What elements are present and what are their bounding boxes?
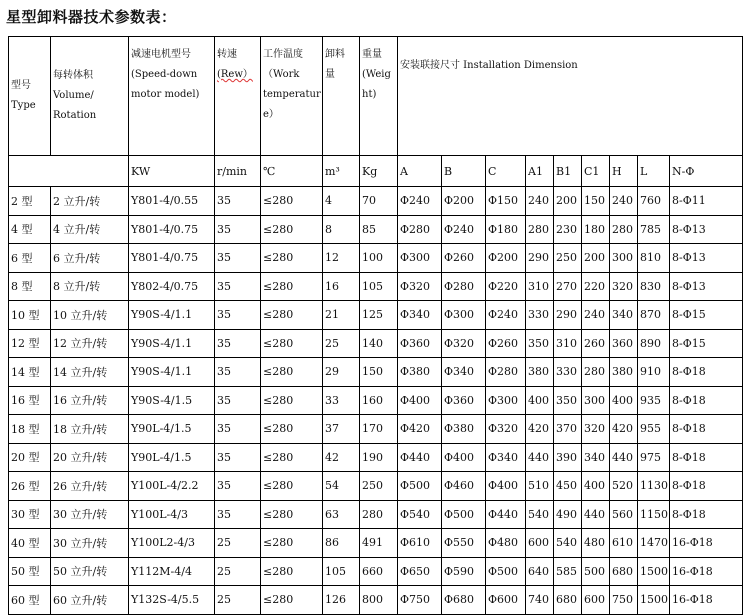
- table-cell: 270: [554, 272, 582, 301]
- table-cell: ≤280: [261, 415, 323, 444]
- table-cell: Φ360: [398, 329, 442, 358]
- table-cell: 380: [526, 358, 554, 387]
- table-cell: 1500: [638, 557, 670, 586]
- table-cell: Φ280: [486, 358, 526, 387]
- table-cell: 2 型: [9, 187, 51, 216]
- table-row: [9, 586, 743, 615]
- table-cell: 35: [215, 500, 261, 529]
- table-cell: Y132S-4/5.5: [129, 586, 215, 615]
- table-cell: 4: [323, 187, 360, 216]
- table-cell: 16 型: [9, 386, 51, 415]
- table-cell: Φ300: [442, 301, 486, 330]
- table-cell: 680: [610, 557, 638, 586]
- table-cell: ≤280: [261, 557, 323, 586]
- table-cell: 810: [638, 244, 670, 273]
- table-cell: Y90L-4/1.5: [129, 443, 215, 472]
- table-cell: 6 立升/转: [51, 244, 129, 273]
- table-cell: Φ340: [442, 358, 486, 387]
- table-cell: ≤280: [261, 187, 323, 216]
- table-cell: 4 型: [9, 215, 51, 244]
- table-cell: 26 立升/转: [51, 472, 129, 501]
- table-cell: 8 立升/转: [51, 272, 129, 301]
- table-cell: 490: [554, 500, 582, 529]
- table-cell: Y100L2-4/3: [129, 529, 215, 558]
- table-cell: Φ600: [486, 586, 526, 615]
- table-cell: 25: [215, 529, 261, 558]
- table-cell: 25: [323, 329, 360, 358]
- table-cell: 785: [638, 215, 670, 244]
- table-cell: Φ340: [398, 301, 442, 330]
- table-cell: 150: [582, 187, 610, 216]
- table-row: [9, 415, 743, 444]
- table-cell: 935: [638, 386, 670, 415]
- table-cell: 18 立升/转: [51, 415, 129, 444]
- table-cell: Φ260: [486, 329, 526, 358]
- table-cell: 105: [323, 557, 360, 586]
- table-cell: 30 立升/转: [51, 529, 129, 558]
- table-cell: 170: [360, 415, 398, 444]
- table-row: [9, 529, 743, 558]
- table-cell: 16: [323, 272, 360, 301]
- table-cell: 85: [360, 215, 398, 244]
- table-cell: Y90S-4/1.1: [129, 301, 215, 330]
- table-cell: 8-Φ18: [670, 472, 743, 501]
- table-row: [9, 301, 743, 330]
- table-cell: 390: [554, 443, 582, 472]
- table-cell: 420: [526, 415, 554, 444]
- table-cell: 60 立升/转: [51, 586, 129, 615]
- table-cell: Y90S-4/1.1: [129, 358, 215, 387]
- table-cell: ≤280: [261, 272, 323, 301]
- table-cell: 440: [526, 443, 554, 472]
- table-cell: 8-Φ18: [670, 415, 743, 444]
- spec-table: [8, 36, 743, 615]
- header-discharge: 卸料 量: [323, 37, 360, 156]
- header-type: 型号 Type: [9, 37, 51, 156]
- table-cell: 1130: [638, 472, 670, 501]
- table-cell: Φ320: [398, 272, 442, 301]
- table-cell: ≤280: [261, 244, 323, 273]
- table-cell: 320: [582, 415, 610, 444]
- table-cell: 16 立升/转: [51, 386, 129, 415]
- table-cell: 14 立升/转: [51, 358, 129, 387]
- table-cell: Φ300: [486, 386, 526, 415]
- table-cell: ≤280: [261, 443, 323, 472]
- table-cell: Y801-4/0.75: [129, 244, 215, 273]
- table-cell: 40 型: [9, 529, 51, 558]
- table-cell: 740: [526, 586, 554, 615]
- table-cell: 26 型: [9, 472, 51, 501]
- unit-cell: N-Φ: [670, 156, 743, 187]
- table-cell: 600: [526, 529, 554, 558]
- table-cell: Φ280: [398, 215, 442, 244]
- table-cell: 8-Φ18: [670, 358, 743, 387]
- table-cell: 8-Φ13: [670, 215, 743, 244]
- table-cell: 400: [582, 472, 610, 501]
- table-cell: 200: [582, 244, 610, 273]
- table-cell: 20 立升/转: [51, 443, 129, 472]
- unit-cell: C: [486, 156, 526, 187]
- table-cell: Y90S-4/1.5: [129, 386, 215, 415]
- table-cell: Y90L-4/1.5: [129, 415, 215, 444]
- table-cell: Φ150: [486, 187, 526, 216]
- table-cell: 250: [360, 472, 398, 501]
- table-cell: 35: [215, 415, 261, 444]
- table-cell: 25: [215, 557, 261, 586]
- table-cell: Φ590: [442, 557, 486, 586]
- table-cell: 8 型: [9, 272, 51, 301]
- table-cell: 350: [526, 329, 554, 358]
- table-cell: Φ500: [398, 472, 442, 501]
- table-cell: 35: [215, 301, 261, 330]
- table-cell: 8-Φ18: [670, 443, 743, 472]
- table-cell: 35: [215, 244, 261, 273]
- table-cell: 491: [360, 529, 398, 558]
- table-cell: 35: [215, 386, 261, 415]
- table-cell: 35: [215, 358, 261, 387]
- table-cell: 8-Φ18: [670, 386, 743, 415]
- table-cell: 30 立升/转: [51, 500, 129, 529]
- table-cell: 100: [360, 244, 398, 273]
- table-cell: 60 型: [9, 586, 51, 615]
- table-cell: 126: [323, 586, 360, 615]
- table-cell: Φ680: [442, 586, 486, 615]
- table-cell: 680: [554, 586, 582, 615]
- table-cell: 190: [360, 443, 398, 472]
- table-cell: 540: [526, 500, 554, 529]
- table-cell: Φ220: [486, 272, 526, 301]
- table-cell: ≤280: [261, 386, 323, 415]
- table-cell: Φ400: [442, 443, 486, 472]
- table-cell: 18 型: [9, 415, 51, 444]
- table-cell: Φ320: [486, 415, 526, 444]
- table-cell: 10 型: [9, 301, 51, 330]
- table-cell: 33: [323, 386, 360, 415]
- table-cell: Φ240: [398, 187, 442, 216]
- page-title: 星型卸料器技术参数表：: [6, 8, 177, 26]
- table-cell: 830: [638, 272, 670, 301]
- table-cell: 290: [526, 244, 554, 273]
- table-cell: 8-Φ11: [670, 187, 743, 216]
- table-cell: Φ420: [398, 415, 442, 444]
- table-cell: 360: [610, 329, 638, 358]
- table-cell: Φ280: [442, 272, 486, 301]
- table-cell: ≤280: [261, 500, 323, 529]
- table-cell: 20 型: [9, 443, 51, 472]
- table-cell: Φ480: [486, 529, 526, 558]
- table-cell: Φ180: [486, 215, 526, 244]
- table-cell: 240: [610, 187, 638, 216]
- table-cell: 585: [554, 557, 582, 586]
- table-cell: 54: [323, 472, 360, 501]
- unit-cell: ℃: [261, 156, 323, 187]
- unit-cell: C1: [582, 156, 610, 187]
- table-cell: 2 立升/转: [51, 187, 129, 216]
- units-blank-cell: [9, 156, 129, 187]
- table-cell: Y801-4/0.55: [129, 187, 215, 216]
- table-cell: 450: [554, 472, 582, 501]
- header-weight: 重量 (Weig ht): [360, 37, 398, 156]
- table-cell: Φ240: [486, 301, 526, 330]
- table-cell: 16-Φ18: [670, 529, 743, 558]
- table-cell: Φ240: [442, 215, 486, 244]
- table-cell: 280: [360, 500, 398, 529]
- table-cell: 8-Φ13: [670, 244, 743, 273]
- table-cell: 86: [323, 529, 360, 558]
- header-temperature: 工作温度 （Work temperatur e）: [261, 37, 323, 156]
- table-cell: 125: [360, 301, 398, 330]
- table-cell: Φ200: [442, 187, 486, 216]
- table-cell: 35: [215, 443, 261, 472]
- table-cell: 35: [215, 329, 261, 358]
- table-cell: 350: [554, 386, 582, 415]
- unit-cell: KW: [129, 156, 215, 187]
- table-cell: 955: [638, 415, 670, 444]
- table-cell: 380: [610, 358, 638, 387]
- table-cell: 440: [610, 443, 638, 472]
- table-cell: 12: [323, 244, 360, 273]
- table-cell: 16-Φ18: [670, 557, 743, 586]
- table-cell: 510: [526, 472, 554, 501]
- table-row: [9, 557, 743, 586]
- table-cell: 150: [360, 358, 398, 387]
- header-speed: 转速 (Rew）: [215, 37, 261, 156]
- table-cell: 8: [323, 215, 360, 244]
- table-cell: 975: [638, 443, 670, 472]
- table-cell: 610: [610, 529, 638, 558]
- table-cell: 600: [582, 586, 610, 615]
- table-cell: 500: [582, 557, 610, 586]
- table-cell: 21: [323, 301, 360, 330]
- table-cell: 240: [526, 187, 554, 216]
- units-row: [9, 156, 743, 187]
- table-cell: 300: [582, 386, 610, 415]
- table-cell: 140: [360, 329, 398, 358]
- table-body: [9, 187, 743, 615]
- table-cell: 910: [638, 358, 670, 387]
- table-row: [9, 443, 743, 472]
- table-cell: 660: [360, 557, 398, 586]
- table-cell: 70: [360, 187, 398, 216]
- table-cell: 180: [582, 215, 610, 244]
- table-cell: 890: [638, 329, 670, 358]
- table-cell: Y112M-4/4: [129, 557, 215, 586]
- table-cell: Y801-4/0.75: [129, 215, 215, 244]
- table-cell: 290: [554, 301, 582, 330]
- table-cell: 6 型: [9, 244, 51, 273]
- table-cell: 105: [360, 272, 398, 301]
- table-cell: 330: [526, 301, 554, 330]
- table-cell: Y100L-4/2.2: [129, 472, 215, 501]
- table-cell: ≤280: [261, 472, 323, 501]
- table-cell: 35: [215, 187, 261, 216]
- table-cell: 400: [610, 386, 638, 415]
- table-cell: Φ500: [486, 557, 526, 586]
- table-cell: 280: [526, 215, 554, 244]
- header-volume: 每转体积 Volume/ Rotation: [51, 37, 129, 156]
- table-cell: 4 立升/转: [51, 215, 129, 244]
- table-cell: Φ340: [486, 443, 526, 472]
- table-cell: 340: [582, 443, 610, 472]
- unit-cell: B1: [554, 156, 582, 187]
- table-cell: 1500: [638, 586, 670, 615]
- table-cell: Φ360: [442, 386, 486, 415]
- table-cell: Φ460: [442, 472, 486, 501]
- table-cell: 160: [360, 386, 398, 415]
- table-row: [9, 500, 743, 529]
- table-cell: 300: [610, 244, 638, 273]
- table-row: [9, 386, 743, 415]
- table-cell: Φ400: [398, 386, 442, 415]
- table-cell: Y100L-4/3: [129, 500, 215, 529]
- header-install: 安装联接尺寸 Installation Dimension: [398, 37, 743, 156]
- table-cell: 540: [554, 529, 582, 558]
- table-cell: 30 型: [9, 500, 51, 529]
- table-cell: 280: [582, 358, 610, 387]
- table-cell: 37: [323, 415, 360, 444]
- table-row: [9, 215, 743, 244]
- unit-cell: L: [638, 156, 670, 187]
- table-cell: 480: [582, 529, 610, 558]
- table-cell: 200: [554, 187, 582, 216]
- table-cell: 35: [215, 272, 261, 301]
- table-cell: 220: [582, 272, 610, 301]
- table-cell: 10 立升/转: [51, 301, 129, 330]
- table-cell: 640: [526, 557, 554, 586]
- unit-cell: B: [442, 156, 486, 187]
- table-cell: 8-Φ15: [670, 301, 743, 330]
- table-cell: ≤280: [261, 586, 323, 615]
- table-cell: Φ380: [398, 358, 442, 387]
- table-cell: 12 型: [9, 329, 51, 358]
- table-cell: Φ260: [442, 244, 486, 273]
- table-cell: Φ650: [398, 557, 442, 586]
- table-row: [9, 329, 743, 358]
- table-cell: 260: [582, 329, 610, 358]
- table-cell: Φ300: [398, 244, 442, 273]
- table-cell: ≤280: [261, 301, 323, 330]
- table-cell: 330: [554, 358, 582, 387]
- table-cell: 1150: [638, 500, 670, 529]
- table-cell: 35: [215, 215, 261, 244]
- table-cell: 310: [526, 272, 554, 301]
- table-cell: ≤280: [261, 358, 323, 387]
- table-cell: 230: [554, 215, 582, 244]
- table-cell: 240: [582, 301, 610, 330]
- table-cell: Φ500: [442, 500, 486, 529]
- table-cell: Φ440: [398, 443, 442, 472]
- table-cell: Y90S-4/1.1: [129, 329, 215, 358]
- table-cell: Φ540: [398, 500, 442, 529]
- table-cell: 63: [323, 500, 360, 529]
- unit-cell: Kg: [360, 156, 398, 187]
- table-row: [9, 187, 743, 216]
- table-cell: ≤280: [261, 215, 323, 244]
- table-cell: ≤280: [261, 529, 323, 558]
- table-cell: Φ200: [486, 244, 526, 273]
- table-cell: Φ320: [442, 329, 486, 358]
- table-cell: Φ400: [486, 472, 526, 501]
- table-cell: 440: [582, 500, 610, 529]
- table-cell: 760: [638, 187, 670, 216]
- table-cell: 800: [360, 586, 398, 615]
- table-cell: 8-Φ15: [670, 329, 743, 358]
- table-cell: 42: [323, 443, 360, 472]
- table-cell: 520: [610, 472, 638, 501]
- header-motor: 减速电机型号 (Speed-down motor model): [129, 37, 215, 156]
- table-cell: 870: [638, 301, 670, 330]
- table-cell: Φ380: [442, 415, 486, 444]
- table-cell: 280: [610, 215, 638, 244]
- table-cell: Φ610: [398, 529, 442, 558]
- table-cell: 14 型: [9, 358, 51, 387]
- table-row: [9, 472, 743, 501]
- table-cell: 370: [554, 415, 582, 444]
- table-cell: 560: [610, 500, 638, 529]
- table-cell: 12 立升/转: [51, 329, 129, 358]
- table-cell: 29: [323, 358, 360, 387]
- table-cell: 35: [215, 472, 261, 501]
- unit-cell: H: [610, 156, 638, 187]
- header-row: [9, 37, 743, 156]
- table-cell: Φ550: [442, 529, 486, 558]
- table-row: [9, 244, 743, 273]
- table-row: [9, 272, 743, 301]
- table-cell: Φ440: [486, 500, 526, 529]
- unit-cell: r/min: [215, 156, 261, 187]
- table-cell: 50 型: [9, 557, 51, 586]
- table-cell: 340: [610, 301, 638, 330]
- unit-cell: A: [398, 156, 442, 187]
- table-cell: Y802-4/0.75: [129, 272, 215, 301]
- table-cell: 8-Φ13: [670, 272, 743, 301]
- unit-cell: A1: [526, 156, 554, 187]
- table-cell: 400: [526, 386, 554, 415]
- table-cell: 320: [610, 272, 638, 301]
- table-cell: 1470: [638, 529, 670, 558]
- table-cell: 25: [215, 586, 261, 615]
- table-cell: 50 立升/转: [51, 557, 129, 586]
- table-cell: 8-Φ18: [670, 500, 743, 529]
- table-cell: 750: [610, 586, 638, 615]
- table-cell: 310: [554, 329, 582, 358]
- table-cell: Φ750: [398, 586, 442, 615]
- unit-cell: m³: [323, 156, 360, 187]
- table-row: [9, 358, 743, 387]
- table-cell: 16-Φ18: [670, 586, 743, 615]
- table-cell: ≤280: [261, 329, 323, 358]
- table-cell: 250: [554, 244, 582, 273]
- table-cell: 420: [610, 415, 638, 444]
